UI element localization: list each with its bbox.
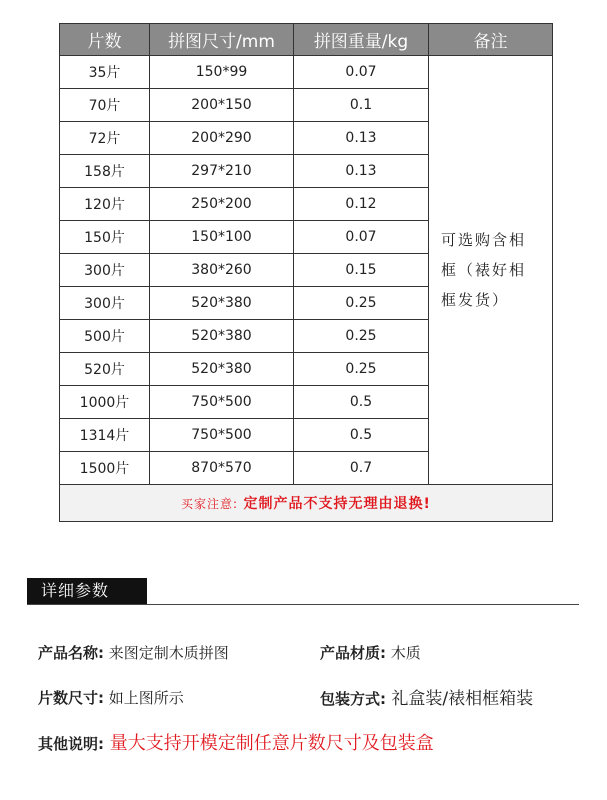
size-value: 如上图所示: [108, 689, 184, 707]
param-material: [320, 642, 421, 663]
cell-weight: 0.25: [294, 353, 429, 386]
cell-weight: 0.12: [294, 188, 429, 221]
cell-size: 870*570: [150, 452, 294, 485]
cell-pieces: 120片: [60, 188, 150, 221]
cell-size: 200*150: [150, 89, 294, 122]
cell-size: 380*260: [150, 254, 294, 287]
warning-text: 定制产品不支持无理由退换!: [243, 496, 431, 512]
cell-weight: 0.5: [294, 419, 429, 452]
param-size: [38, 687, 184, 708]
cell-weight: 0.13: [294, 155, 429, 188]
cell-pieces: 1000片: [60, 386, 150, 419]
material-value: 木质: [390, 644, 421, 662]
header-pieces: 片数: [60, 24, 150, 56]
product-name-value: 来图定制木质拼图: [108, 644, 229, 662]
cell-pieces: 1500片: [60, 452, 150, 485]
cell-weight: 0.07: [294, 56, 429, 89]
cell-size: 150*99: [150, 56, 294, 89]
header-note: 备注: [429, 24, 553, 56]
other-label: 其他说明:: [38, 735, 104, 753]
cell-weight: 0.13: [294, 122, 429, 155]
cell-pieces: 158片: [60, 155, 150, 188]
size-label: 片数尺寸:: [38, 689, 104, 707]
cell-weight: 0.25: [294, 287, 429, 320]
cell-size: 297*210: [150, 155, 294, 188]
cell-pieces: 70片: [60, 89, 150, 122]
param-packaging: [320, 684, 533, 709]
cell-pieces: 1314片: [60, 419, 150, 452]
cell-pieces: 300片: [60, 287, 150, 320]
section-divider: [27, 604, 579, 605]
warning-label: 买家注意:: [181, 497, 239, 511]
param-other: [38, 729, 434, 755]
cell-size: 200*290: [150, 122, 294, 155]
cell-weight: 0.25: [294, 320, 429, 353]
warning-row: [60, 485, 553, 522]
other-value: 量大支持开模定制任意片数尺寸及包装盒: [109, 733, 434, 754]
cell-pieces: 520片: [60, 353, 150, 386]
cell-weight: 0.1: [294, 89, 429, 122]
cell-size: 520*380: [150, 320, 294, 353]
cell-size: 250*200: [150, 188, 294, 221]
header-weight: 拼图重量/kg: [294, 24, 429, 56]
table-row: [60, 56, 553, 89]
cell-pieces: 300片: [60, 254, 150, 287]
note-line: 框发货）: [441, 291, 510, 309]
header-size: 拼图尺寸/mm: [150, 24, 294, 56]
note-cell: [429, 56, 553, 485]
cell-pieces: 72片: [60, 122, 150, 155]
cell-size: 520*380: [150, 353, 294, 386]
material-label: 产品材质:: [320, 644, 386, 662]
cell-weight: 0.07: [294, 221, 429, 254]
note-line: 可选购含相: [441, 231, 527, 249]
cell-pieces: 35片: [60, 56, 150, 89]
cell-weight: 0.7: [294, 452, 429, 485]
cell-size: 150*100: [150, 221, 294, 254]
cell-size: 750*500: [150, 419, 294, 452]
cell-pieces: 500片: [60, 320, 150, 353]
note-line: 框（裱好相: [441, 261, 527, 279]
packaging-value: 礼盒装/裱相框箱装: [391, 689, 534, 709]
param-product-name: [38, 642, 229, 663]
spec-table: [59, 23, 553, 522]
table-header-row: [60, 24, 553, 56]
cell-size: 750*500: [150, 386, 294, 419]
cell-weight: 0.15: [294, 254, 429, 287]
packaging-label: 包装方式:: [320, 690, 386, 708]
cell-size: 520*380: [150, 287, 294, 320]
section-title: 详细参数: [27, 578, 147, 604]
product-name-label: 产品名称:: [38, 644, 104, 662]
warning-cell: [60, 485, 553, 522]
cell-pieces: 150片: [60, 221, 150, 254]
cell-weight: 0.5: [294, 386, 429, 419]
